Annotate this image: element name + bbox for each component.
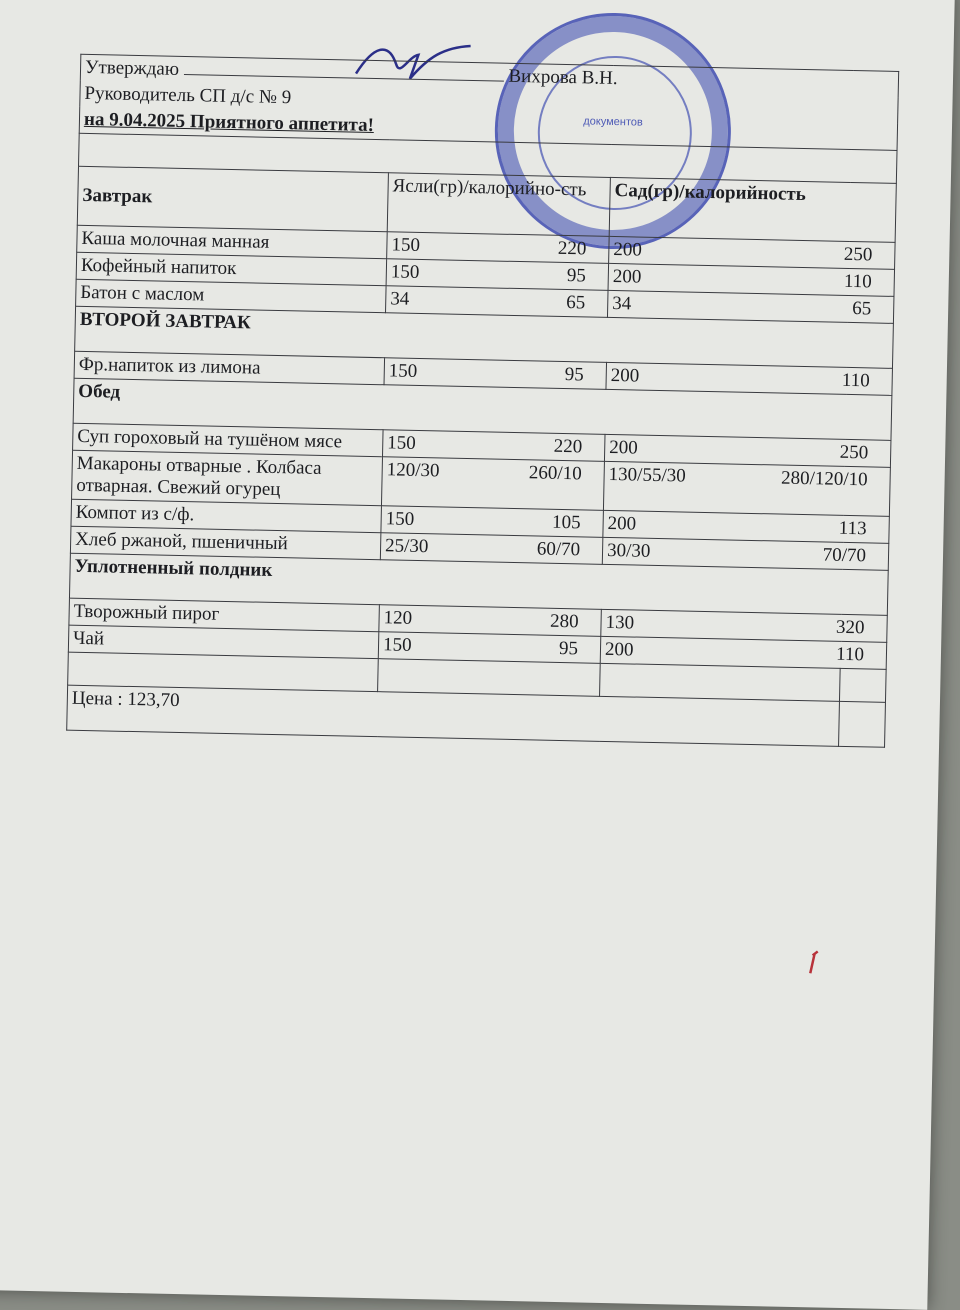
garden-grams: 30/30 (606, 539, 651, 562)
nursery-grams: 150 (391, 234, 421, 256)
dish-name: Каша молочная манная (77, 225, 387, 258)
dish-name: Творожный пирог (69, 598, 379, 631)
garden-grams: 200 (613, 239, 643, 261)
nursery-kcal: 95 (566, 265, 587, 287)
dish-name: Суп гороховый на тушёном мясе (73, 423, 383, 456)
nursery-kcal: 105 (551, 511, 581, 534)
garden-grams: 130/55/30 (608, 463, 686, 487)
garden-cell (603, 461, 890, 516)
nursery-grams: 150 (388, 360, 418, 382)
nursery-cell (381, 457, 604, 511)
dish-name: Хлеб ржаной, пшеничный (70, 526, 380, 559)
approve-label: Утверждаю (84, 56, 180, 80)
nursery-grams: 34 (390, 288, 410, 310)
col-nursery: Ясли(гр)/калорийно-сть (387, 173, 610, 237)
snack-title: Уплотненный полдник (69, 553, 888, 615)
garden-kcal: 113 (838, 517, 867, 540)
garden-kcal: 110 (835, 643, 865, 666)
garden-grams: 200 (610, 364, 640, 387)
nursery-kcal: 280 (549, 610, 579, 633)
nursery-kcal: 60/70 (536, 538, 581, 561)
nursery-grams: 150 (390, 261, 420, 283)
nursery-kcal: 220 (553, 435, 583, 458)
nursery-grams: 150 (385, 508, 415, 530)
nursery-grams: 120 (383, 607, 413, 629)
garden-grams: 200 (604, 638, 634, 661)
red-ink-mark (802, 947, 823, 977)
nursery-kcal: 95 (564, 364, 584, 386)
col-garden: Сад(гр)/калорийность (609, 177, 896, 242)
nursery-kcal: 95 (558, 637, 579, 660)
stamp-label: документов (583, 115, 643, 129)
approver-name: Вихрова В.Н. (508, 65, 618, 90)
garden-kcal: 110 (841, 369, 870, 392)
dish-name: Компот из с/ф. (71, 499, 381, 532)
nursery-kcal: 65 (566, 292, 586, 314)
menu-table (66, 54, 899, 748)
nursery-kcal: 260/10 (528, 462, 582, 485)
garden-grams: 200 (612, 266, 642, 288)
second-breakfast-title: ВТОРОЙ ЗАВТРАК (75, 306, 894, 368)
nursery-grams: 25/30 (384, 535, 429, 558)
dish-name: Чай (68, 625, 378, 658)
garden-kcal: 280/120/10 (780, 467, 868, 491)
dish-name: Батон с маслом (76, 279, 386, 312)
garden-kcal: 250 (839, 441, 869, 464)
date-line: на 9.04.2025 Приятного аппетита! (79, 107, 897, 151)
garden-grams: 130 (605, 611, 635, 634)
dish-name: Макароны отварные . Колбаса отварная. Свежий огурец (72, 450, 383, 505)
garden-grams: 34 (612, 293, 632, 315)
garden-kcal: 70/70 (822, 544, 867, 567)
col-meal: Завтрак (77, 166, 388, 231)
dish-name: Кофейный напиток (76, 252, 386, 285)
garden-kcal: 110 (843, 270, 872, 293)
price-line: Цена : 123,70 (67, 685, 840, 746)
garden-grams: 200 (607, 512, 637, 535)
nursery-grams: 150 (387, 432, 417, 454)
garden-grams: 200 (609, 436, 638, 459)
position-line: Руководитель СП д/с № 9 (80, 81, 898, 124)
nursery-grams: 150 (382, 634, 412, 656)
lunch-title: Обед (73, 378, 892, 440)
nursery-grams: 120/30 (386, 459, 440, 482)
garden-kcal: 320 (835, 616, 865, 639)
nursery-kcal: 220 (557, 237, 587, 260)
garden-kcal: 65 (851, 298, 872, 320)
dish-name: Фр.напиток из лимона (74, 351, 384, 384)
garden-kcal: 250 (843, 243, 873, 266)
